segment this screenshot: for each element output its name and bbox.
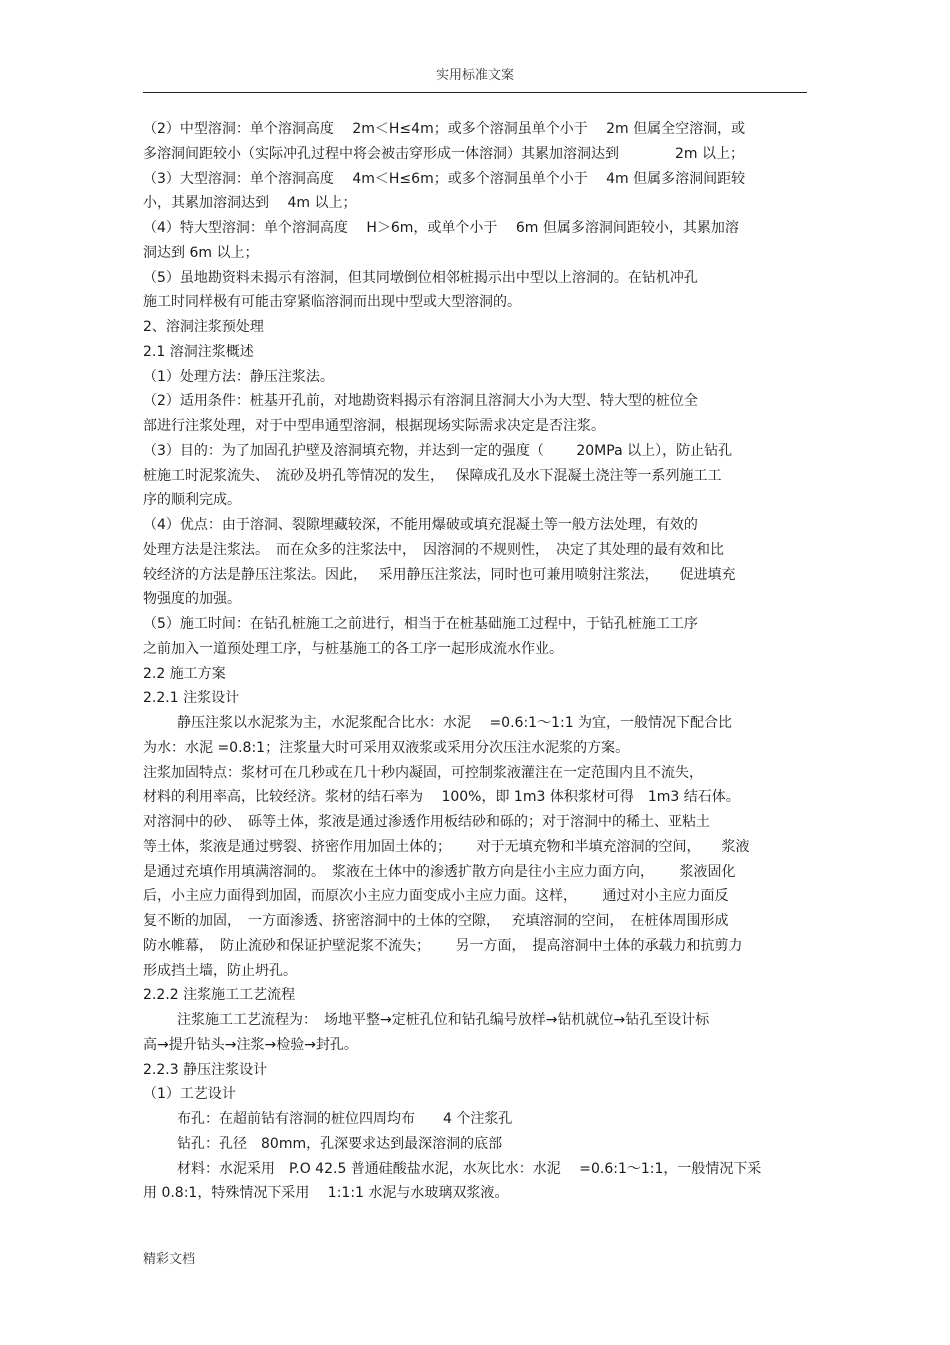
- text-line: 序的顺利完成。: [143, 492, 241, 509]
- document-body: [143, 117, 809, 1206]
- text-line: 处理方法是注浆法。 而在众多的注浆法中， 因溶洞的不规则性， 决定了其处理的最有效和比: [143, 541, 724, 558]
- text-line: 对溶洞中的砂、 砾等土体，浆液是通过渗透作用板结砂和砾的；对于溶洞中的稀土、亚粘土: [143, 814, 710, 830]
- text-line: 形成挡土墙，防止坍孔。: [143, 962, 297, 979]
- text-line: 等土体，浆液是通过劈裂、挤密作用加固土体的； 对于无填充物和半填充溶洞的空间， 浆液: [143, 838, 750, 855]
- text-line: 材料：水泥采用 P.O 42.5 普通硅酸盐水泥，水灰比水：水泥 =0.6:1～1:1，一般情况下采: [177, 1160, 762, 1177]
- text-line: 洞达到 6m 以上；: [143, 244, 259, 261]
- text-line: 用 0.8:1，特殊情况下采用 1:1:1 水泥与水玻璃双浆液。: [143, 1185, 509, 1202]
- text-line: 注浆加固特点：浆材可在几秒或在几十秒内凝固，可控制浆液灌注在一定范围内且不流失，: [143, 764, 703, 781]
- text-line: 部进行注浆处理，对于中型串通型溶洞，根据现场实际需求决定是否注浆。: [143, 418, 605, 434]
- text-line: （5）虽地勘资料未揭示有溶洞，但其同墩倒位相邻桩揭示出中型以上溶洞的。在钻机冲孔: [143, 269, 698, 286]
- text-line: 物强度的加强。: [143, 591, 241, 608]
- text-line: 材料的利用率高，比较经济。浆材的结石率为 100%，即 1m3 体积浆材可得 1m3 结石体。: [143, 789, 740, 806]
- text-line: 复不断的加固， 一方面渗透、挤密溶洞中的土体的空隙， 充填溶洞的空间， 在桩体周围形成: [143, 913, 729, 929]
- page-footer: 精彩文档: [143, 1252, 196, 1267]
- text-line: 静压注浆以水泥浆为主，水泥浆配合比水：水泥 =0.6:1～1:1 为宜，一般情况下配合比: [177, 715, 733, 731]
- text-line: 施工时同样极有可能击穿紧临溶洞而出现中型或大型溶洞的。: [143, 294, 521, 311]
- text-line: （4）特大型溶洞：单个溶洞高度 H＞6m，或单个小于 6m 但属多溶洞间距较小，其累加溶: [143, 220, 739, 236]
- text-line: 较经济的方法是静压注浆法。因此， 采用静压注浆法，同时也可兼用喷射注浆法， 促进填充: [143, 566, 736, 583]
- page-header: 实用标准文案: [435, 68, 514, 83]
- text-line: 2.2.1 注浆设计: [143, 690, 240, 707]
- text-line: （2）适用条件：桩基开孔前，对地勘资料揭示有溶洞且溶洞大小为大型、特大型的桩位全: [143, 393, 698, 410]
- text-line: 2.2.3 静压注浆设计: [143, 1061, 268, 1078]
- text-line: 布孔：在超前钻有溶洞的桩位四周均布 4 个注浆孔: [177, 1111, 513, 1127]
- text-line: （3）大型溶洞：单个溶洞高度 4m＜H≤6m；或多个溶洞虽单个小于 4m 但属多溶洞间距较: [143, 170, 746, 187]
- text-line: 高→提升钻头→注浆→检验→封孔。: [143, 1036, 358, 1053]
- text-line: 后，小主应力面得到加固，而原次小主应力面变成小主应力面。这样， 通过对小主应力面反: [143, 888, 729, 905]
- text-line: （5）施工时间：在钻孔桩施工之前进行，相当于在桩基础施工过程中，于钻孔桩施工工序: [143, 616, 698, 632]
- header-divider: [143, 92, 807, 93]
- text-line: （1）处理方法：静压注浆法。: [143, 368, 334, 385]
- text-line: 多溶洞间距较小（实际冲孔过程中将会被击穿形成一体溶洞）其累加溶洞达到 2m 以上；: [143, 145, 744, 162]
- text-line: （4）优点：由于溶洞、裂隙埋藏较深，不能用爆破或填充混凝土等一般方法处理，有效的: [143, 517, 698, 533]
- text-line: 2、溶洞注浆预处理: [143, 319, 264, 335]
- text-line: 2.2 施工方案: [143, 665, 226, 682]
- text-line: 防水帷幕， 防止流砂和保证护壁泥浆不流失； 另一方面， 提高溶洞中土体的承载力和抗剪力: [143, 937, 743, 954]
- text-line: 2.2.2 注浆施工工艺流程: [143, 987, 296, 1004]
- text-line: （3）目的：为了加固孔护壁及溶洞填充物，并达到一定的强度（ 20MPa 以上），防止钻孔: [143, 442, 733, 459]
- text-line: 桩施工时泥浆流失、 流砂及坍孔等情况的发生， 保障成孔及水下混凝土浇注等一系列施工工: [143, 467, 722, 484]
- text-line: 2.1 溶洞注浆概述: [143, 343, 254, 360]
- text-line: 小，其累加溶洞达到 4m 以上；: [143, 195, 357, 212]
- text-line: 为水：水泥 =0.8:1；注浆量大时可采用双液浆或采用分次压注水泥浆的方案。: [143, 739, 630, 756]
- text-line: 钻孔：孔径 80mm，孔深要求达到最深溶洞的底部: [177, 1135, 503, 1152]
- text-line: 之前加入一道预处理工序，与桩基施工的各工序一起形成流水作业。: [143, 640, 563, 657]
- text-line: （1）工艺设计: [143, 1086, 236, 1103]
- text-line: （2）中型溶洞：单个溶洞高度 2m＜H≤4m；或多个溶洞虽单个小于 2m 但属全空溶洞，或: [143, 121, 746, 137]
- text-line: 注浆施工工艺流程为： 场地平整→定桩孔位和钻孔编号放样→钻机就位→钻孔至设计标: [177, 1012, 710, 1028]
- text-line: 是通过充填作用填满溶洞的。 浆液在土体中的渗透扩散方向是往小主应力面方向， 浆液固化: [143, 863, 736, 880]
